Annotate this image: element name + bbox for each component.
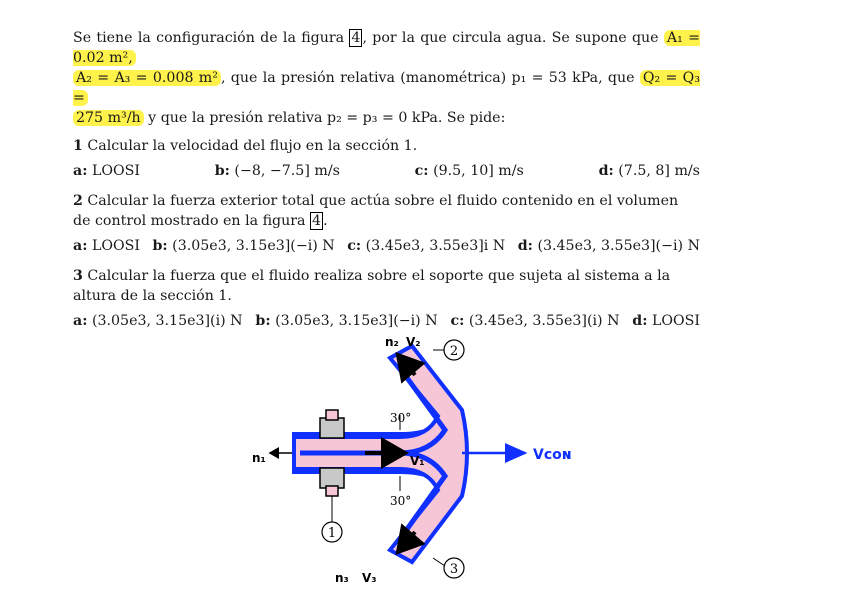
n3-label: n₃ [335,571,349,585]
option-d[interactable] [632,311,700,331]
question-number: 3 [73,268,83,284]
intro-text-6: y que la presión relativa p₂ = p₃ = 0 kPa. Se pide: [143,110,506,126]
option-key: b: [152,238,168,254]
option-key: d: [632,313,648,329]
n2-label: n₂ [385,335,399,349]
question-1 [73,136,700,156]
option-b[interactable] [215,161,340,181]
question-text: Calcular la fuerza que el fluido realiza sobre el soporte que sujeta al sistema a la altura de la sección 1. [73,268,671,304]
option-value: (3.05e3, 3.15e3](−i) N [167,238,335,254]
question-2 [73,191,700,231]
option-a[interactable] [73,236,140,256]
option-key: b: [214,163,230,179]
answers-1 [73,161,700,181]
option-value: (−8, −7.5] m/s [229,163,340,179]
option-a[interactable] [73,161,140,181]
angle-bottom-label: 30° [390,494,412,508]
option-value: LOOSI [87,238,140,254]
option-d[interactable] [518,236,700,256]
question-text: Calcular la velocidad del flujo en la sección 1. [82,138,418,154]
highlight-flow: 275 m³/h [73,110,144,126]
question-text: Calcular la fuerza exterior total que actúa sobre el fluido contenido en el volumen de control mostrado en la figura [73,193,679,229]
option-d[interactable] [599,161,700,181]
figure-ref-link[interactable]: 4 [312,213,322,229]
v1-label: V₁ [410,454,425,468]
section-marker-1 [322,496,342,542]
pipe-figure [240,320,620,595]
angle-top-label: 30° [390,411,412,425]
intro-text-1: Se tiene la configuración de la figura [73,30,350,46]
v3-label: V₃ [362,571,377,585]
option-key: a: [73,163,88,179]
intro-text-2: , por la que circula agua. Se supone que [362,30,664,46]
option-value: (7.5, 8] m/s [613,163,700,179]
n1-label: n₁ [252,451,266,465]
option-c[interactable] [415,161,524,181]
intro-paragraph [73,28,700,128]
option-b[interactable] [153,236,335,256]
option-key: c: [347,238,362,254]
highlight-q2-q3: Q₂ = Q₃ = [73,70,701,106]
option-key: c: [450,313,465,329]
figure-ref-link[interactable]: 4 [351,30,361,46]
v2-label: V₂ [406,335,421,349]
question-number: 1 [73,138,83,154]
option-a[interactable] [73,311,243,331]
problem-text [73,28,700,341]
option-key: a: [73,313,88,329]
section-marker-3 [433,558,464,578]
question-text-end: . [323,213,328,229]
highlight-a2-a3: A₂ = A₃ = 0.008 m² [73,70,221,86]
option-value: (3.45e3, 3.55e3]i N [361,238,506,254]
option-key: d: [517,238,533,254]
option-key: b: [255,313,271,329]
section-1-label: 1 [327,526,337,541]
support-flange-bottom [320,468,344,496]
highlight-a1: A₁ = 0.02 m², [73,30,700,66]
option-value: (3.05e3, 3.15e3](i) N [87,313,243,329]
support-flange-top [320,410,344,438]
option-key: a: [73,238,88,254]
option-value: LOOSI [647,313,700,329]
vcon-label: Vᴄᴏɴ [533,447,572,463]
option-value: (3.45e3, 3.55e3](−i) N [532,238,700,254]
option-key: c: [414,163,429,179]
option-key: d: [598,163,614,179]
option-value: (3.45e3, 3.55e3](i) N [464,313,620,329]
question-number: 2 [73,193,83,209]
section-3-label: 3 [449,562,459,577]
intro-text-4: , que la presión relativa (manométrica) p₁ = 53 kPa, que [220,70,640,86]
option-c[interactable] [347,236,505,256]
option-value: LOOSI [87,163,140,179]
option-value: (3.05e3, 3.15e3](−i) N [270,313,438,329]
option-value: (9.5, 10] m/s [428,163,524,179]
section-marker-2 [433,340,464,360]
answers-2 [73,236,700,256]
section-2-label: 2 [449,344,459,359]
question-3 [73,266,700,306]
